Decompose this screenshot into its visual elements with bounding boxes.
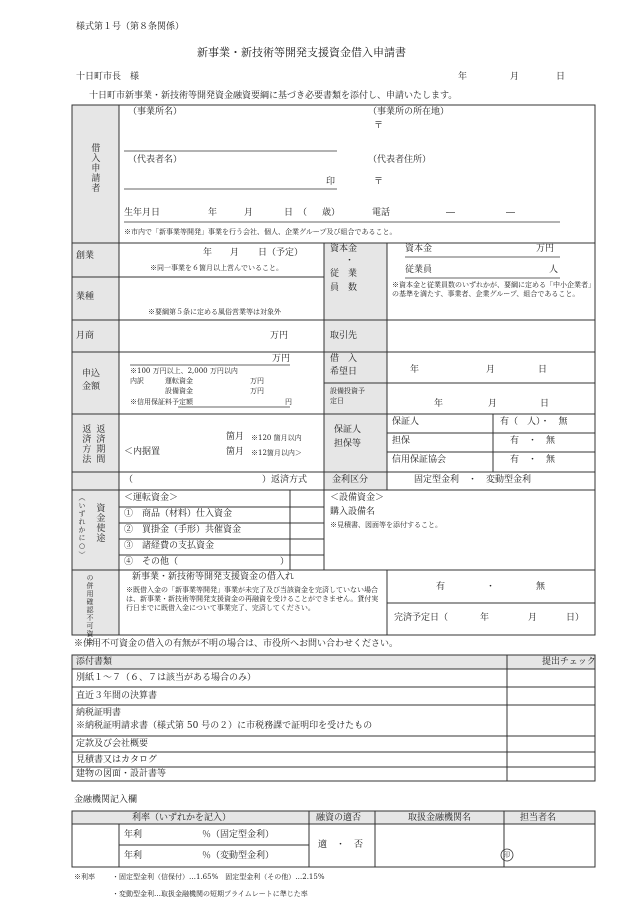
capital-unit: 万円 bbox=[536, 244, 555, 254]
intro-text: 十日町市新事業・新技術等開発資金融資要綱に基づき必要書類を添付し、申請いたします。 bbox=[89, 91, 458, 101]
usage-side-note: （いずれかに○） bbox=[78, 494, 87, 559]
phone-dash-2: ― bbox=[506, 208, 515, 218]
grace-months: 箇月 bbox=[226, 447, 245, 457]
grace-note: ※12箇月以内＞ bbox=[251, 449, 302, 457]
industry-note: ※要綱第５条に定める風俗営業等は対象外 bbox=[148, 308, 281, 316]
seal-mark: 印 bbox=[326, 177, 336, 187]
bank-name-header: 取扱金融機関名 bbox=[408, 813, 472, 823]
date-month: 月 bbox=[510, 72, 520, 82]
attachment-row: 見積書又はカタログ bbox=[76, 755, 158, 765]
credit-assoc-label: 信用保証協会 bbox=[392, 455, 447, 465]
employees-label-2: 員 数 bbox=[330, 283, 358, 293]
attachment-row: 納税証明書 bbox=[76, 708, 122, 718]
rate-footnote-2: ・変動型金利…取扱金融機関の短期プライムレートに準じた率 bbox=[112, 890, 308, 898]
inquiry-note: ※併用不可資金の借入の有無が不明の場合は、市役所へお問い合わせください。 bbox=[74, 639, 399, 649]
rate-footnote-label: ※利率 bbox=[74, 873, 95, 881]
founding-month: 月 bbox=[230, 248, 240, 258]
birth-day: 日 bbox=[284, 208, 294, 218]
fixed-rate-label: 年利 bbox=[124, 830, 143, 840]
usage-label: 資金使途 bbox=[94, 503, 105, 543]
attachment-row: ※納税証明請求書（様式第 50 号の２）に市税務課で証明印を受けたもの bbox=[76, 721, 373, 731]
payoff-month: 月 bbox=[528, 613, 538, 623]
investment-date-label-1: 設備投資予 bbox=[330, 387, 365, 395]
desired-year: 年 bbox=[410, 365, 420, 375]
loan-amount-unit: 万円 bbox=[272, 354, 291, 364]
employees-unit: 人 bbox=[549, 265, 559, 275]
fixed-rate-unit: ％（固定型金利） bbox=[202, 830, 275, 840]
capital-dot: ・ bbox=[345, 256, 355, 266]
payoff-day: 日） bbox=[566, 613, 585, 623]
guarantor-options: 有（ 人）・ 無 bbox=[500, 417, 568, 427]
equipment-note: ※見積書、図面等を添付すること。 bbox=[330, 521, 442, 529]
rate-type-label: 金利区分 bbox=[332, 475, 369, 485]
attachment-row: 直近３年間の決算書 bbox=[76, 691, 158, 701]
bank-seal: 印 bbox=[503, 851, 510, 859]
investment-year: 年 bbox=[434, 399, 444, 409]
check-cell-5[interactable] bbox=[511, 754, 591, 764]
repay-method-label: 返済方法 bbox=[80, 424, 91, 464]
desired-date-label-1: 借 入 bbox=[330, 354, 358, 364]
equipment-capital-unit: 万円 bbox=[250, 387, 264, 395]
variable-rate-label: 年利 bbox=[124, 851, 143, 861]
repay-months: 箇月 bbox=[226, 432, 245, 442]
attachment-row: 建物の図面・設計書等 bbox=[76, 769, 167, 779]
rep-address-label: （代表者住所） bbox=[368, 155, 432, 165]
form-number: 様式第１号（第８条関係） bbox=[76, 22, 185, 32]
equipment-name-label: 購入設備名 bbox=[330, 507, 376, 517]
fit-options: 適 ・ 否 bbox=[318, 840, 364, 850]
check-cell-3[interactable] bbox=[511, 710, 591, 732]
desired-date-label-2: 希望日 bbox=[330, 367, 358, 377]
desired-day: 日 bbox=[538, 365, 548, 375]
investment-month: 月 bbox=[488, 399, 498, 409]
founding-year: 年 bbox=[203, 248, 213, 258]
phone-dash-1: ― bbox=[446, 208, 455, 218]
attachment-row: 別紙１～７（６、７は該当がある場合のみ） bbox=[76, 673, 257, 683]
usage-item-4-close: ） bbox=[280, 557, 290, 567]
payoff-year: 年 bbox=[480, 613, 490, 623]
phone-label: 電話 bbox=[372, 208, 391, 218]
concurrent-has: 有 bbox=[436, 582, 446, 592]
payoff-date-label: 完済予定日（ bbox=[394, 613, 449, 623]
submission-check-header: 提出チェック bbox=[542, 657, 596, 667]
working-capital-label: 運転資金 bbox=[165, 377, 193, 385]
collateral-options: 有 ・ 無 bbox=[510, 436, 556, 446]
check-cell-1[interactable] bbox=[511, 673, 591, 685]
applicant-note: ※市内で「新事業等開発」事業を行う会社、個人、企業グループ及び組合であること。 bbox=[124, 228, 397, 236]
credit-assoc-options: 有 ・ 無 bbox=[510, 455, 556, 465]
capital-field-label: 資本金 bbox=[405, 244, 433, 254]
collateral-row-label: 担保 bbox=[392, 436, 411, 446]
loan-amount-label-2: 金額 bbox=[82, 382, 101, 392]
grace-label: ＜内据置 bbox=[124, 447, 161, 457]
breakdown-label: 内訳 bbox=[130, 377, 144, 385]
date-year: 年 bbox=[458, 72, 468, 82]
working-header: ＜運転資金＞ bbox=[124, 493, 179, 503]
age-open: （ bbox=[298, 208, 308, 218]
investment-day: 日 bbox=[540, 399, 550, 409]
guarantee-fee-unit: 円 bbox=[285, 398, 292, 406]
variable-rate-unit: ％（変動型金利） bbox=[202, 851, 275, 861]
guarantee-fee-label: ※信用保証料予定額 bbox=[130, 398, 193, 406]
attachment-row: 定款及び会社概要 bbox=[76, 739, 149, 749]
usage-item-1: ① 商品（材料）仕入資金 bbox=[124, 509, 233, 519]
applicant-label: 借入申請者 bbox=[89, 143, 100, 193]
repay-period-label: 返済期間 bbox=[94, 424, 105, 464]
fit-header: 融資の適否 bbox=[316, 813, 362, 823]
date-day: 日 bbox=[556, 72, 566, 82]
birth-month: 月 bbox=[244, 208, 254, 218]
usage-item-3: ③ 諸経費の支払資金 bbox=[124, 541, 215, 551]
capital-label: 資本金 bbox=[330, 244, 358, 254]
employees-field-label: 従業員 bbox=[405, 265, 433, 275]
founding-day: 日（予定） bbox=[258, 248, 304, 258]
rate-header: 利率（いずれかを記入） bbox=[132, 813, 232, 823]
check-cell-2[interactable] bbox=[511, 690, 591, 702]
repay-method: ）返済方式 bbox=[262, 475, 308, 485]
equipment-header: ＜設備資金＞ bbox=[330, 493, 385, 503]
guarantor-label-1: 保証人 bbox=[334, 425, 362, 435]
founding-note: ※同一事業を６箇月以上営んでいること。 bbox=[150, 264, 283, 272]
postal-mark-2: 〒 bbox=[374, 177, 384, 187]
age: 歳） bbox=[322, 208, 341, 218]
employees-label-1: 従 業 bbox=[330, 269, 358, 279]
form-title: 新事業・新技術等開発支援資金借入申請書 bbox=[197, 46, 406, 59]
business-partner-label: 取引先 bbox=[330, 331, 358, 341]
method-open: （ bbox=[124, 475, 134, 485]
loan-amount-label-1: 申込 bbox=[82, 369, 101, 379]
birth-label: 生年月日 bbox=[124, 208, 161, 218]
desired-month: 月 bbox=[486, 365, 496, 375]
addressee: 十日町市長 様 bbox=[76, 72, 140, 82]
business-address-label: （事業所の所在地） bbox=[368, 107, 450, 117]
check-cell-4[interactable] bbox=[511, 739, 591, 749]
capital-note: ※資本金と従業員数のいずれかが、要綱に定める「中小企業者」の基準を満たす、事業者、企業グループ、組合であること。 bbox=[392, 281, 592, 299]
equipment-capital-label: 設備資金 bbox=[165, 387, 193, 395]
birth-year: 年 bbox=[208, 208, 218, 218]
check-cell-6[interactable] bbox=[511, 769, 591, 779]
usage-item-4: ④ その他（ bbox=[124, 557, 179, 567]
guarantor-row-label: 保証人 bbox=[392, 417, 420, 427]
concurrent-dot: ・ bbox=[486, 582, 496, 592]
concurrent-note: ※既借入金の「新事業等開発」事業が未完了及び当該資金を完済していない場合は、新事業・新技術等開発支援資金の再融資を受けることができません。貸付実行日までに既借入金について事業完了、完済してください。 bbox=[126, 586, 379, 613]
concurrent-label: の併用確認不可資金 bbox=[86, 574, 94, 646]
founding-label: 創業 bbox=[76, 251, 95, 261]
investment-date-label-2: 定日 bbox=[330, 397, 344, 405]
rate-type-options: 固定型金利 ・ 変動型金利 bbox=[414, 475, 532, 485]
industry-label: 業種 bbox=[76, 292, 95, 302]
attachments-header: 添付書類 bbox=[76, 657, 113, 667]
monthly-sales-unit: 万円 bbox=[270, 331, 289, 341]
staff-name-header: 担当者名 bbox=[520, 813, 557, 823]
repay-months-note: ※120 箇月以内 bbox=[251, 434, 302, 442]
monthly-sales-label: 月商 bbox=[76, 331, 95, 341]
business-name-label: （事業所名） bbox=[128, 107, 183, 117]
guarantor-label-2: 担保等 bbox=[334, 439, 362, 449]
rep-name-label: （代表者名） bbox=[128, 155, 183, 165]
concurrent-title: 新事業・新技術等開発支援資金の借入れ bbox=[132, 572, 295, 582]
postal-mark: 〒 bbox=[374, 121, 384, 131]
loan-limit-note: ※100 万円以上、2,000 万円以内 bbox=[130, 367, 238, 375]
usage-item-2: ② 買掛金（手形）共催資金 bbox=[124, 525, 242, 535]
working-capital-unit: 万円 bbox=[250, 377, 264, 385]
bank-section-title: 金融機関記入欄 bbox=[74, 795, 138, 805]
rate-footnote-1: ・固定型金利（信保付）…1.65% 固定型金利（その他）…2.15% bbox=[112, 873, 325, 881]
concurrent-none: 無 bbox=[536, 582, 546, 592]
